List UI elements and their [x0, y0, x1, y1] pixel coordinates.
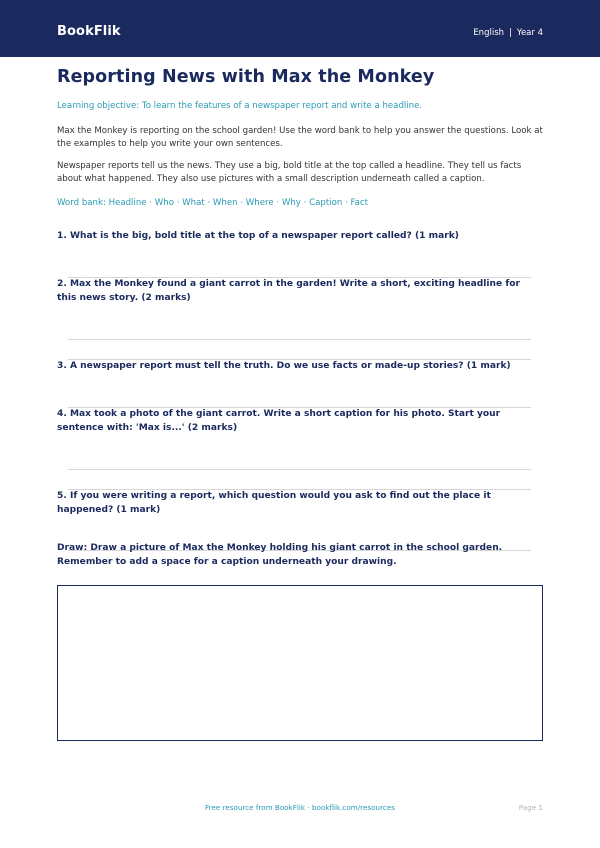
question-2: 2. Max the Monkey found a giant carrot in the garden! Write a short, exciting headline for this news story. (2 marks)	[57, 279, 521, 303]
year-label: Year 4	[516, 28, 543, 38]
drawing-box[interactable]	[57, 585, 543, 741]
header-meta	[473, 28, 543, 38]
footer-resource-link[interactable]: Free resource from BookFlik · bookflik.com/resources	[204, 803, 396, 812]
question-1: 1. What is the big, bold title at the top of a newspaper report called? (1 mark)	[57, 231, 459, 241]
subject-label: English	[473, 28, 505, 38]
header-bar	[0, 0, 600, 57]
question-5: 5. If you were writing a report, which question would you ask to find out the place it happened? (1 mark)	[57, 491, 491, 515]
page-title: Reporting News with Max the Monkey	[57, 67, 435, 87]
draw-task: Draw: Draw a picture of Max the Monkey holding his giant carrot in the school garden. Remember to add a space for a caption underneath your drawing.	[57, 543, 503, 567]
intro-paragraph: Newspaper reports tell us the news. They use a big, bold title at the top called a headline. They tell us facts about what happened. They also use pictures with a small description underneath called a caption.	[57, 161, 522, 184]
question-3: 3. A newspaper report must tell the truth. Do we use facts or made-up stories? (1 mark)	[57, 361, 511, 371]
brand-logo[interactable]: BookFlik	[57, 24, 121, 39]
answer-line[interactable]	[68, 339, 531, 340]
intro-paragraph: Max the Monkey is reporting on the school garden! Use the word bank to help you answer the questions. Look at the examples to help you write your own sentences.	[57, 126, 543, 149]
answer-line[interactable]	[68, 469, 531, 470]
meta-separator: |	[509, 28, 512, 38]
word-bank: Word bank: Headline · Who · What · When · Where · Why · Caption · Fact	[57, 198, 368, 208]
learning-objective: Learning objective: To learn the features of a newspaper report and write a headline.	[57, 101, 423, 111]
question-4: 4. Max took a photo of the giant carrot. Write a short caption for his photo. Start your sentence with: 'Max is...' (2 marks)	[57, 409, 501, 433]
page-number: Page 1	[518, 803, 543, 812]
